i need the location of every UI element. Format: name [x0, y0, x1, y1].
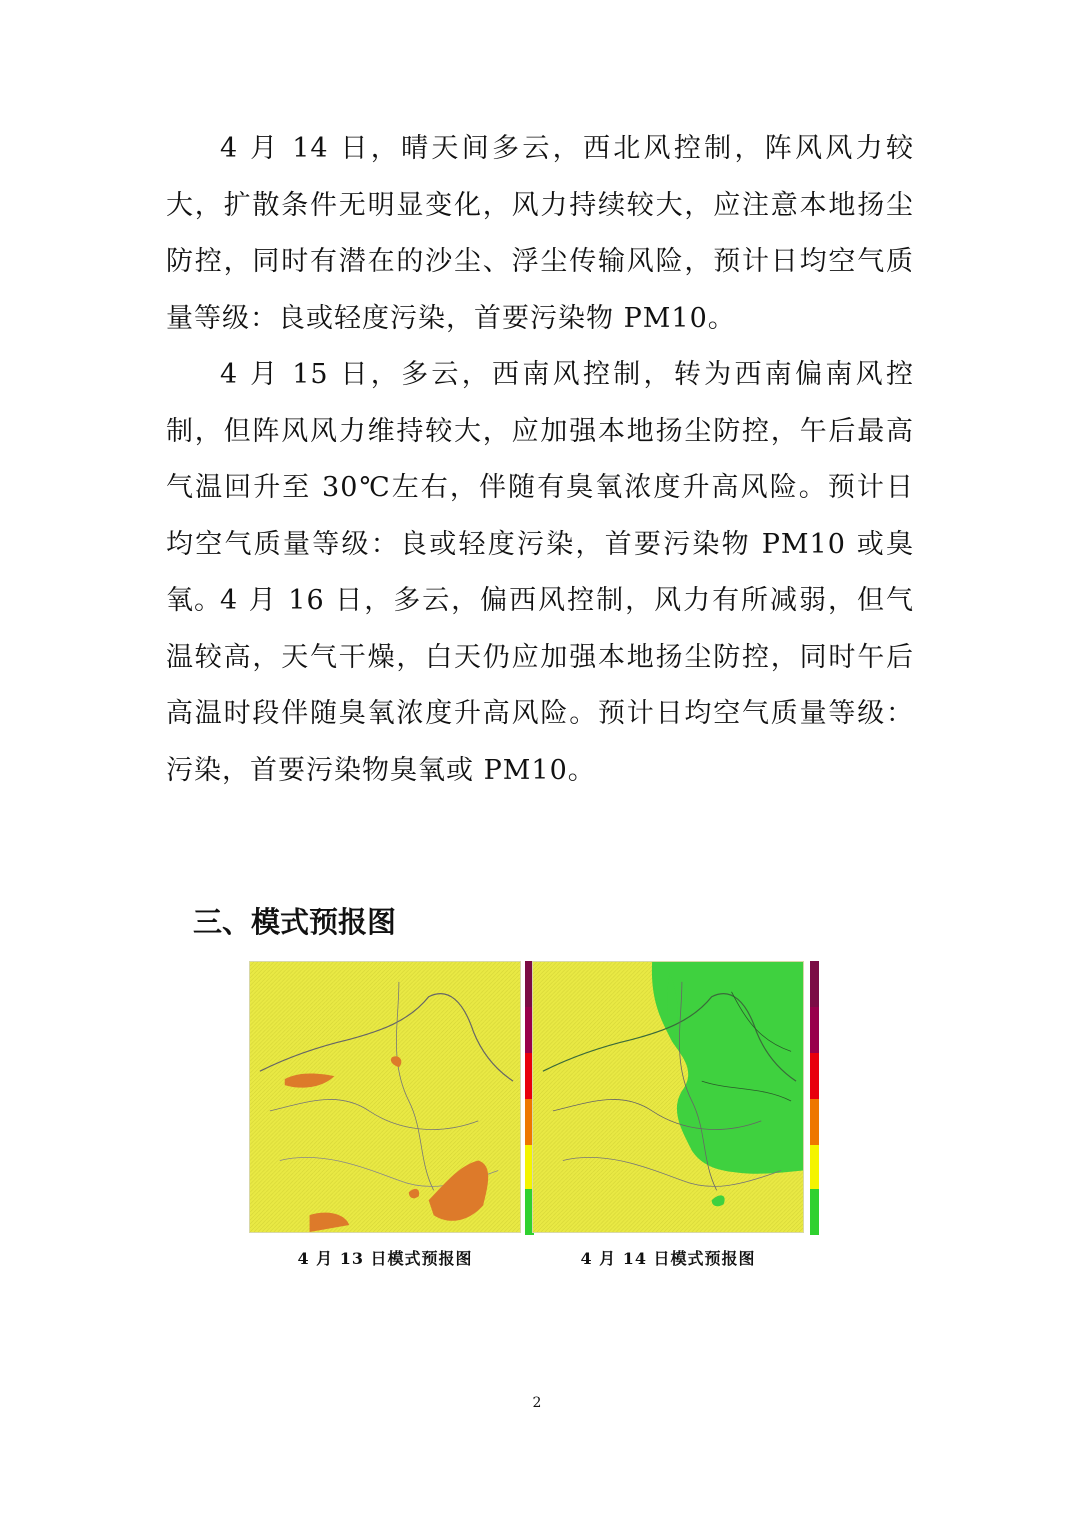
- figure-caption-apr14: 4 月 14 日模式预报图: [580, 1249, 756, 1268]
- forecast-map-apr14: [532, 961, 804, 1233]
- forecast-map-apr13: [249, 961, 521, 1233]
- page-number: 2: [532, 1395, 542, 1411]
- paragraph-apr14: 4 月 14 日，晴天间多云，西北风控制，阵风风力较大，扩散条件无明显变化，风力持续较大，应注意本地扬尘防控，同时有潜在的沙尘、浮尘传输风险，预计日均空气质量等级：良或轻度污染，首要污染物 PM10。: [166, 133, 914, 334]
- figure-caption-apr13: 4 月 13 日模式预报图: [297, 1249, 473, 1268]
- section-title: 三、模式预报图: [193, 905, 397, 939]
- color-scale-apr14: [810, 961, 819, 1235]
- paragraph-apr16: 4 月 16 日，多云，偏西风控制，风力有所减弱，但气温较高，天气干燥，白天仍应加强本地扬尘防控，同时午后高温时段伴随臭氧浓度升高风险。预计日均空气质量等级：污染，首要污染物臭氧或 PM10。: [166, 585, 914, 786]
- paragraph-apr15: 4 月 15 日，多云，西南风控制，转为西南偏南风控制，但阵风风力维持较大，应加强本地扬尘防控，午后最高气温回升至 30℃左右，伴随有臭氧浓度升高风险。预计日均空气质量等级：良或轻度污染，首要污染物 PM10 或臭氧。: [166, 359, 914, 616]
